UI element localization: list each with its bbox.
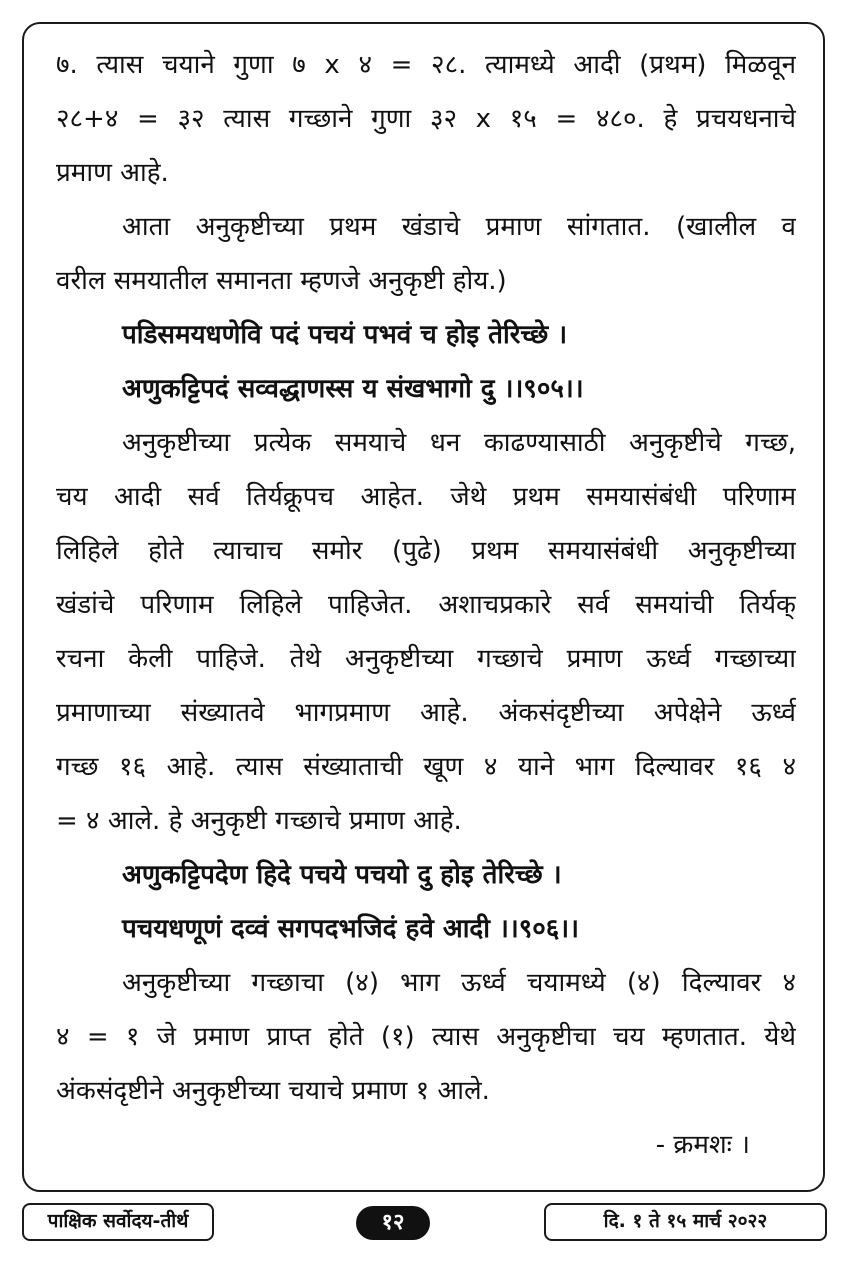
text-line: वरील समयातील समानता म्हणजे अनुकृष्टी होय.) xyxy=(56,266,507,296)
text-line: ७. त्यास चयाने गुणा ७ x ४ = २८. त्यामध्ये आदी (प्रथम) मिळवून xyxy=(56,50,796,80)
continued-marker: - क्रमशः । xyxy=(655,1130,750,1160)
text-line: २८+४ = ३२ त्यास गच्छाने गुणा ३२ x १५ = ४८०. हे प्रचयधनाचे xyxy=(56,104,796,134)
text-line: खंडांचे परिणाम लिहिले पाहिजेत. अशाचप्रकारे सर्व समयांची तिर्यक् xyxy=(56,590,796,620)
verse-line: अणुकट्टिपदेण हिदे पचये पचयो दु होइ तेरिच्छे । xyxy=(122,860,562,890)
text-line: रचना केली पाहिजे. तेथे अनुकृष्टीच्या गच्छाचे प्रमाण ऊर्ध्व गच्छाच्या xyxy=(56,644,796,674)
text-line: = ४ आले. हे अनुकृष्टी गच्छाचे प्रमाण आहे. xyxy=(56,806,462,836)
verse-line: अणुकट्टिपदं सव्वद्धाणस्स य संखभागो दु ।।९०५।। xyxy=(122,374,584,404)
verse-line: पचयधणूणं दव्वं सगपदभजिदं हवे आदी ।।९०६।। xyxy=(122,914,579,944)
text-line: ४ = १ जे प्रमाण प्राप्त होते (१) त्यास अनुकृष्टीचा चय म्हणतात. येथे xyxy=(56,1022,796,1052)
text-line: लिहिले होते त्याचाच समोर (पुढे) प्रथम समयासंबंधी अनुकृष्टीच्या xyxy=(56,536,796,566)
text-line: अनुकृष्टीच्या गच्छाचा (४) भाग ऊर्ध्व चयामध्ये (४) दिल्यावर ४ xyxy=(122,968,796,998)
text-line: प्रमाणाच्या संख्यातवे भागप्रमाण आहे. अंकसंदृष्टीच्या अपेक्षेने ऊर्ध्व xyxy=(56,698,796,728)
page-number: १२ xyxy=(356,1206,430,1240)
publication-name: पाक्षिक सर्वोदय-तीर्थ xyxy=(22,1203,214,1241)
text-line: आता अनुकृष्टीच्या प्रथम खंडाचे प्रमाण सांगतात. (खालील व xyxy=(122,212,796,242)
page-body xyxy=(56,38,796,1172)
text-line: चय आदी सर्व तिर्यक्रूपच आहेत. जेथे प्रथम समयासंबंधी परिणाम xyxy=(56,482,796,512)
verse-line: पडिसमयधणेवि पदं पचयं पभवं च होइ तेरिच्छे । xyxy=(122,320,568,350)
text-line: गच्छ १६ आहे. त्यास संख्याताची खूण ४ याने भाग दिल्यावर १६ ४ xyxy=(56,752,796,782)
text-line: अंकसंदृष्टीने अनुकृष्टीच्या चयाचे प्रमाण १ आले. xyxy=(56,1076,490,1106)
text-line: प्रमाण आहे. xyxy=(56,158,169,188)
text-line: अनुकृष्टीच्या प्रत्येक समयाचे धन काढण्यासाठी अनुकृष्टीचे गच्छ, xyxy=(122,428,796,458)
issue-date: दि. १ ते १५ मार्च २०२२ xyxy=(544,1203,827,1241)
